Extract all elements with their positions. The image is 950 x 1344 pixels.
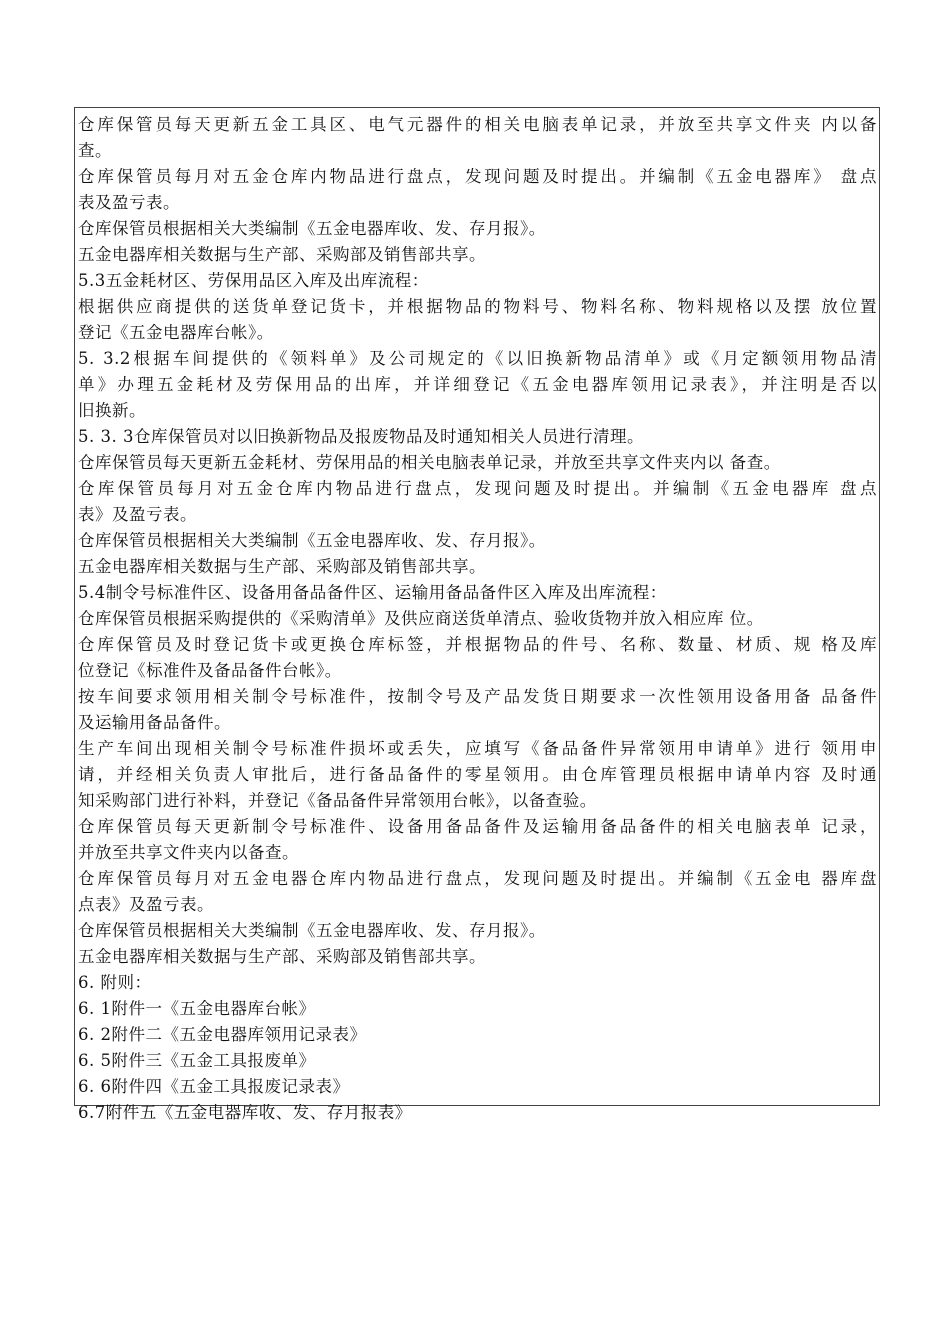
text-line: 表》及盈亏表。 [78, 505, 197, 524]
text-line: 表及盈亏表。 [78, 193, 180, 212]
text-line: 点表》及盈亏表。 [78, 895, 214, 914]
text-line: 5.4制令号标准件区、设备用备品备件区、运输用备品备件区入库及出库流程： [78, 583, 667, 602]
text-line: 仓库保管员每月对五金电器仓库内物品进行盘点，发现问题及时提出。并编制《五金电 器库盘 [78, 869, 877, 888]
text-line: 仓库保管员每天更新五金耗材、劳保用品的相关电脑表单记录，并放至共享文件夹内以 备查。 [78, 453, 781, 472]
text-line: 仓库保管员根据相关大类编制《五金电器库收、发、存月报》。 [78, 219, 546, 238]
text-line: 6. 1附件一《五金电器库台帐》 [78, 999, 316, 1018]
text-line: 仓库保管员每月对五金仓库内物品进行盘点，发现问题及时提出。并编制《五金电器库 盘点 [78, 479, 877, 498]
text-line: 仓库保管员根据相关大类编制《五金电器库收、发、存月报》。 [78, 921, 546, 940]
text-line: 仓库保管员每天更新五金工具区、电气元器件的相关电脑表单记录，并放至共享文件夹 内以备 [78, 115, 877, 134]
text-line: 6. 2附件二《五金电器库领用记录表》 [78, 1025, 367, 1044]
text-line: 仓库保管员每天更新制令号标准件、设备用备品备件及运输用备品备件的相关电脑表单 记录， [78, 817, 877, 836]
text-line: 仓库保管员根据相关大类编制《五金电器库收、发、存月报》。 [78, 531, 546, 550]
text-line: 登记《五金电器库台帐》。 [78, 323, 274, 342]
procedure-text-box [74, 107, 880, 1122]
text-line: 位登记《标准件及备品备件台帐》。 [78, 661, 342, 680]
text-line: 6.7附件五《五金电器库收、发、存月报表》 [78, 1103, 412, 1122]
text-line: 五金电器库相关数据与生产部、采购部及销售部共享。 [78, 947, 486, 966]
text-line: 仓库保管员根据采购提供的《采购清单》及供应商送货单清点、验收货物并放入相应库 位。 [78, 609, 764, 628]
text-line: 仓库保管员每月对五金仓库内物品进行盘点，发现问题及时提出。并编制《五金电器库》 盘点 [78, 167, 877, 186]
text-line: 及运输用备品备件。 [78, 713, 231, 732]
text-line: 6. 6附件四《五金工具报废记录表》 [78, 1077, 350, 1096]
text-line: 知采购部门进行补料，并登记《备品备件异常领用台帐》，以备查验。 [78, 791, 597, 810]
text-line: 按车间要求领用相关制令号标准件，按制令号及产品发货日期要求一次性领用设备用备 品备件 [78, 687, 877, 706]
text-line: 5. 3.2根据车间提供的《领料单》及公司规定的《以旧换新物品清单》或《月定额领用物品清 [78, 349, 877, 368]
text-line: 五金电器库相关数据与生产部、采购部及销售部共享。 [78, 245, 486, 264]
text-line: 仓库保管员及时登记货卡或更换仓库标签，并根据物品的件号、名称、数量、材质、规 格及库 [78, 635, 877, 654]
text-line: 旧换新。 [78, 401, 146, 420]
text-line: 并放至共享文件夹内以备查。 [78, 843, 299, 862]
text-line: 6. 附则： [78, 973, 152, 992]
text-line: 请，并经相关负责人审批后，进行备品备件的零星领用。由仓库管理员根据申请单内容 及时通 [78, 765, 877, 784]
text-line: 6. 5附件三《五金工具报废单》 [78, 1051, 316, 1070]
text-line: 单》办理五金耗材及劳保用品的出库，并详细登记《五金电器库领用记录表》，并注明是否以 [78, 375, 877, 394]
text-line: 根据供应商提供的送货单登记货卡，并根据物品的物料号、物料名称、物料规格以及摆 放位置 [78, 297, 877, 316]
text-line: 查。 [78, 141, 112, 160]
text-line: 5. 3. 3仓库保管员对以旧换新物品及报废物品及时通知相关人员进行清理。 [78, 427, 644, 446]
text-line: 五金电器库相关数据与生产部、采购部及销售部共享。 [78, 557, 486, 576]
text-line: 5.3五金耗材区、劳保用品区入库及出库流程： [78, 271, 429, 290]
text-line: 生产车间出现相关制令号标准件损坏或丢失，应填写《备品备件异常领用申请单》进行 领用申 [78, 739, 877, 758]
